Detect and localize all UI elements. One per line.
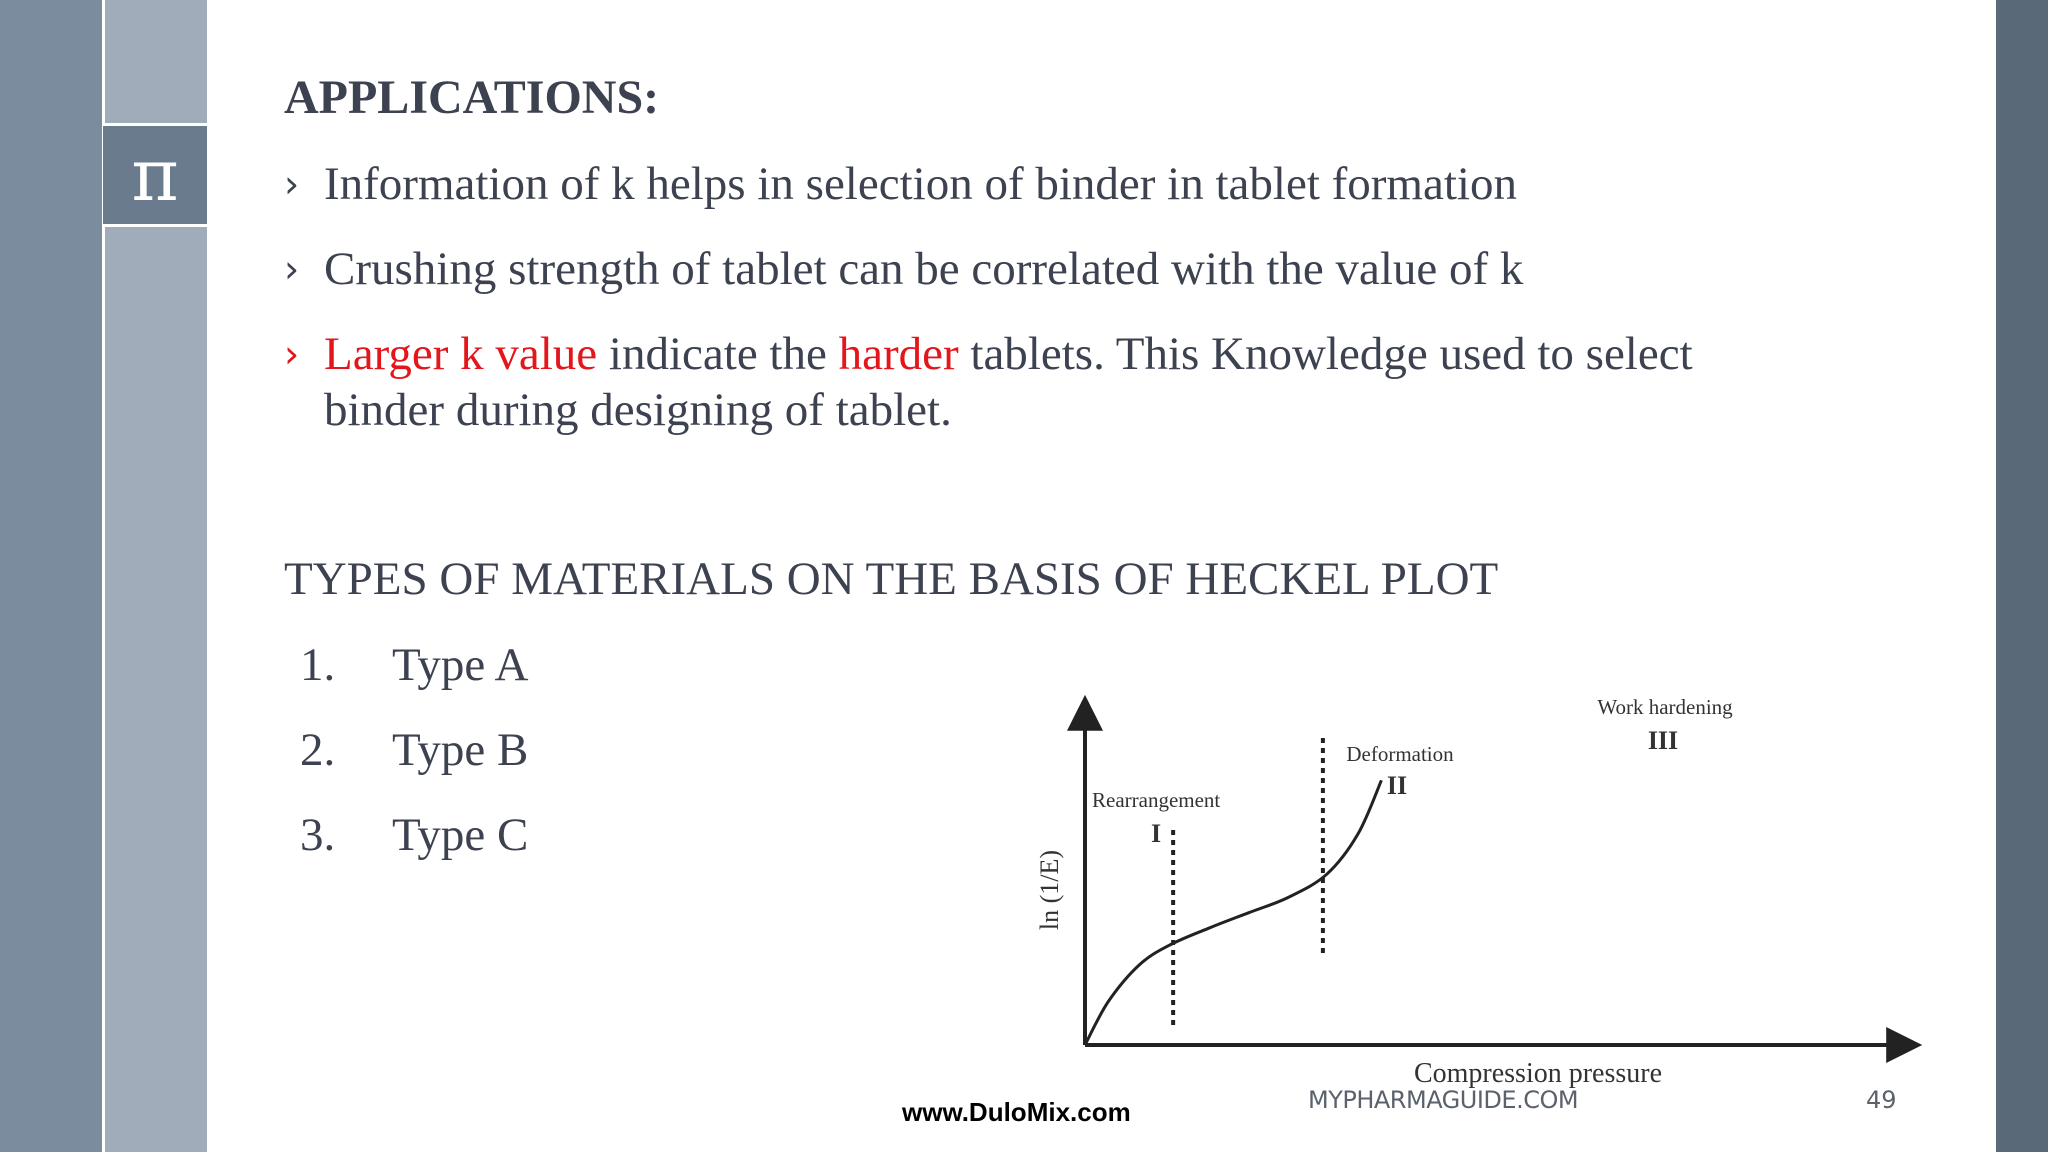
- type-number: 2.: [300, 724, 336, 776]
- bullet-item-binder-selection: [284, 156, 1824, 212]
- highlight-harder: harder: [838, 328, 959, 380]
- left-band-outer: [0, 0, 102, 1152]
- region-label-deformation: Deformation: [1346, 742, 1454, 766]
- bullet-marker: ›: [284, 162, 300, 206]
- bullet-text: Crushing strength of tablet can be correlated with the value of k: [324, 243, 1524, 295]
- page-number: 49: [1866, 1086, 1897, 1114]
- bullet-marker: ›: [284, 332, 300, 376]
- heckel-curve: [1085, 780, 1381, 1045]
- pi-symbol: π: [131, 133, 179, 217]
- applications-heading: APPLICATIONS:: [284, 71, 660, 124]
- y-axis-label: ln (1/E): [1035, 849, 1064, 931]
- bullet-text: [324, 326, 1824, 438]
- text-indicate: indicate the: [597, 328, 839, 380]
- type-item: [300, 723, 528, 777]
- right-band: [1996, 0, 2048, 1152]
- text-tablets: tablets. This Knowledge used to select binder during designing of tablet.: [324, 328, 1693, 436]
- bullet-item-crushing-strength: [284, 241, 1824, 297]
- highlight-larger-k: Larger k value: [324, 328, 598, 380]
- watermark-link[interactable]: www.DuloMix.com: [902, 1097, 1131, 1127]
- footer-site: MYPHARMAGUIDE.COM: [1308, 1086, 1579, 1114]
- heckel-plot: [1010, 690, 1940, 1100]
- type-number: 1.: [300, 639, 336, 691]
- types-title: TYPES OF MATERIALS ON THE BASIS OF HECKEL PLOT: [284, 553, 1499, 605]
- type-item: [300, 808, 528, 862]
- type-number: 3.: [300, 809, 336, 861]
- region-numeral-iii: III: [1647, 726, 1679, 755]
- pi-icon: [103, 123, 207, 227]
- type-label: Type B: [392, 724, 529, 776]
- bullet-item-larger-k: [284, 326, 1824, 438]
- region-numeral-i: I: [1150, 819, 1162, 848]
- type-label: Type C: [392, 809, 529, 861]
- type-item: [300, 638, 528, 692]
- region-numeral-ii: II: [1386, 771, 1408, 800]
- bullet-text: Information of k helps in selection of binder in tablet formation: [324, 158, 1517, 210]
- bullet-marker: ›: [284, 247, 300, 291]
- x-axis-label: Compression pressure: [1413, 1058, 1663, 1089]
- region-label-work-hardening: Work hardening: [1597, 695, 1733, 719]
- type-label: Type A: [392, 639, 529, 691]
- region-label-rearrangement: Rearrangement: [1092, 788, 1221, 812]
